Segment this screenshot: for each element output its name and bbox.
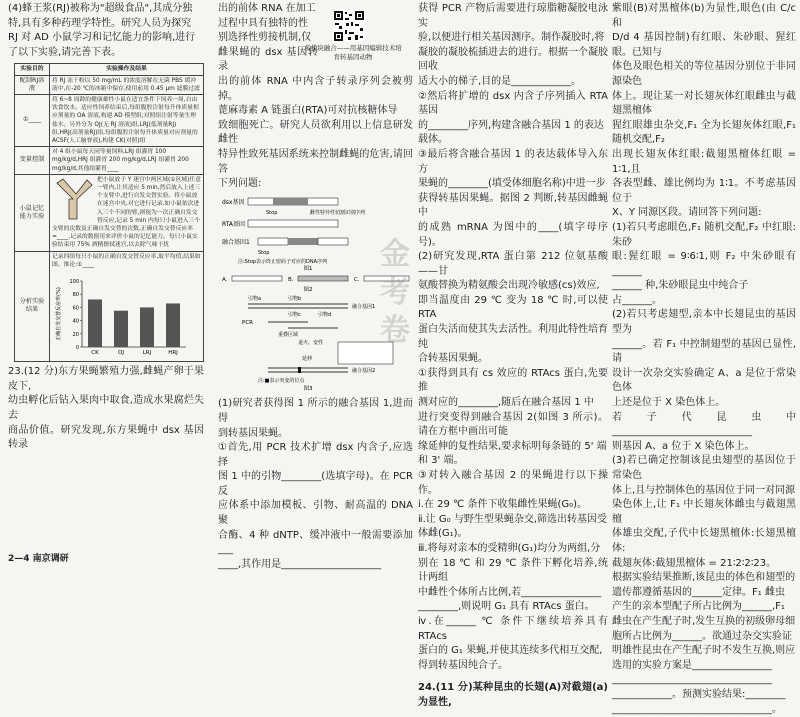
question-line: 过程中具有独特的性	[218, 17, 318, 32]
question-line: 特异性致死基因系统来控制雌蝇的危害,请回答	[218, 148, 413, 177]
question-line: (2)研究发现,RTA 蛋白第 212 位氨基酸——甘	[418, 250, 608, 279]
column-4	[612, 2, 796, 717]
question-line: ________________________________。	[612, 703, 796, 717]
question-line: 猩红眼雄虫杂交,F₁ 全为长翅灰体红眼,F₁ 随机交配,F₂	[612, 119, 796, 148]
question-line: RJ 对 AD 小鼠学习和记忆能力的影响,进行	[8, 31, 204, 46]
question-line: 幼虫孵化后钻入果肉中取食,造成水果腐烂失去	[8, 394, 204, 423]
question-line: ⅰ.在 29 ℃ 条件下收集雌性果蝇(G₀)。	[418, 498, 608, 513]
question-line: ______ 种,朱砂眼昆虫中纯合子	[612, 279, 796, 294]
question-line: ③对转入融合基因 2 的果蝇进行以下操作。	[418, 469, 608, 498]
question-line: 别选择性剪接机制,仅	[218, 31, 318, 46]
question-line: 蓖麻毒素 A 链蛋白(RTA)可对抗核糖体导	[218, 104, 413, 119]
table-row	[15, 174, 204, 251]
question-line: 眼:猩红眼 = 9∶6∶1,则 F₂ 中朱砂眼有______	[612, 250, 796, 279]
fig1-title: 图1	[304, 264, 313, 272]
page-footer: 2—4 南京调研	[8, 551, 69, 564]
qr-code-icon[interactable]	[333, 10, 365, 42]
table-row	[15, 75, 204, 94]
question-line: 截翅灰体:截翅黑檀体 = 21∶2∶2∶23。	[612, 557, 796, 572]
question-line: 体雄虫交配,子代中长翅黑檀体:长翅黑檀体:	[612, 527, 796, 556]
question-line: 致细胞死亡。研究人员欲利用以上信息研发雌性	[218, 119, 413, 148]
question-line: X、Y 同源区段。请回答下列问题:	[612, 206, 796, 221]
fusion1-label: 融合基因1	[352, 303, 375, 310]
table-row	[15, 147, 204, 175]
y-tick-label: 0	[76, 345, 79, 351]
row-text-content: 记录四组每只小鼠的正确自发交替反应率,取平均值,结果如图。推论:①____	[52, 253, 201, 269]
question-line: 到转基因果蝇。	[218, 427, 413, 442]
question-line: 果蝇的________(填受体细胞名称)中进一步	[418, 177, 608, 192]
stamp-char: 金	[380, 236, 418, 274]
fig1-stop: Stop	[266, 210, 277, 216]
fig1-fusion-label: 融合基因1	[222, 238, 250, 246]
question-line: ____________。预测实验结果:________	[612, 688, 796, 703]
question-line: 中雌性个体所占比例,若________________	[418, 586, 608, 601]
question-line: (4)蜂王浆(RJ)被称为"超级食品",其成分独	[8, 2, 204, 17]
bar	[140, 307, 154, 347]
fig1-caption: 注:Stop表示终止密码子对应的DNA序列	[238, 258, 327, 265]
column-4-text	[612, 2, 796, 717]
question-line: 别在 18 ℃ 和 29 ℃ 条件下孵化培养,统计两组	[418, 557, 608, 586]
question-line: ③最后将含融合基因 1 的表达载体导入东方	[418, 148, 608, 177]
question-line: 产生的亲本型配子所占比例为______,F₁	[612, 600, 796, 615]
question-line: 体上,且与控制体色的基因位于同一对同源	[612, 484, 796, 499]
question-line: 占______。	[612, 294, 796, 309]
column-3-text	[418, 2, 608, 673]
question-line: 即当温度由 29 ℃ 变为 18 ℃ 时,可以使 RTA	[418, 294, 608, 323]
question-line: ________,则说明 G₁ 具有 RTAcs 蛋白。	[418, 600, 608, 615]
question-line: 蛋白失活而使其失去活性。利用此特性培育纯	[418, 323, 608, 352]
x-tick-label: CK	[91, 350, 99, 356]
y-tick-label: 60	[73, 305, 79, 311]
column-2-intro	[218, 2, 413, 192]
question-line: (2)若只考虑翅型,亲本中长翅昆虫的基因型为	[612, 308, 796, 337]
extend-label: 延伸	[302, 355, 312, 362]
question-line: ⅱ.让 G₀ 与野生型果蝇杂交,筛选出转基因受	[418, 513, 608, 528]
question-line: 的成熟 mRNA 为图中的____(填字母序号)。	[418, 221, 608, 250]
y-tick-label: 80	[73, 292, 79, 298]
question-line: 体色及眼色相关的等位基因分别位于非同源染色	[612, 60, 796, 89]
question-line: 特,具有多种药理学特性。研究人员为探究	[8, 17, 204, 32]
question-line: ____,其作用是____________________	[218, 558, 413, 573]
fig2-bar-b	[298, 276, 348, 281]
row-label: 变量控制	[15, 147, 50, 175]
fusion-intron	[288, 238, 318, 245]
x-tick-label: LRJ	[143, 350, 152, 356]
question-line: 合转基因果蝇。	[418, 352, 608, 367]
question-line: 出的前体 RNA 在加工	[218, 2, 318, 17]
question-line: 进行突变得到融合基因 2(如图 3 所示)。请在方框中画出可能	[418, 411, 608, 440]
question-line: 获得转基因果蝇。据图 2 判断,转基因雌蝇中	[418, 192, 608, 221]
question-line: 上还是位于 X 染色体上。	[612, 396, 796, 411]
column-3	[418, 2, 608, 711]
fig1-dsx-label: dsx基因	[222, 198, 245, 206]
fig2-a: A.	[222, 277, 228, 283]
question-line: 应体系中添加模板、引物、耐高温的 DNA 聚	[218, 499, 413, 528]
renature-label: 退火、变性	[298, 339, 323, 346]
question-line: 了以下实验,请完善下表。	[8, 46, 204, 61]
question-line: ①首先,用 PCR 技术扩增 dsx 内含子,应选择	[218, 441, 413, 470]
stamp-char: 考	[380, 274, 418, 312]
row-text: 将 6~8 周龄的健康雄性小鼠在适宜条件下饲养一周,自由饮食饮水。适应性饲养结束后,每组腹腔注射每升体质量相应剂量的 OA 溶液,构建 AD 模型组;对照组注射等量生理盐水。另外分为 OJ(无 RJ 溶液)组,LRJ(低剂量RJ)组,HRJ(高剂量RJ)组,每组腹腔注射每升体质量对应剂量的 ACSF(人工脑脊液),构建 CK(对照)组	[50, 94, 204, 146]
row-label: ①____	[15, 94, 50, 146]
bar-chart	[52, 269, 192, 357]
table-row	[15, 251, 204, 362]
fig1-stop-2: Stop	[258, 250, 269, 256]
experiment-table	[14, 63, 204, 362]
x-tick-label: HRJ	[168, 350, 178, 356]
question-line: 图 1 中的引物________(选填字母)。在 PCR 反	[218, 470, 413, 499]
question-24-intro: 24.(11 分)某种昆虫的长翅(A)对截翅(a)为显性,	[418, 681, 608, 710]
question-line: 胞所占比例为______。欲通过杂交实验证	[612, 630, 796, 645]
question-4-text	[8, 2, 204, 60]
fig2-c: C.	[354, 277, 360, 283]
question-line: 下列问题:	[218, 177, 413, 192]
question-line: 商品价值。研究发现,东方果蝇中 dsx 基因转录	[8, 424, 204, 453]
question-line: 和 3' 端。	[418, 454, 608, 469]
dsx-intron	[273, 198, 308, 205]
question-line: ②然后将扩增的 dsx 内含子序列插入 RTA 基因	[418, 90, 608, 119]
question-line: D/d 4 基因控制)有红眼、朱砂眼、猩红眼。已知与	[612, 31, 796, 60]
question-line: 体雌(G₁)。	[418, 527, 608, 542]
question-line: 则基因 A、a 位于 X 染色体上。	[612, 440, 796, 455]
primer-d-label: 引物d	[318, 311, 331, 318]
question-line: 根据实验结果推断,该昆虫的体色和翅型的	[612, 571, 796, 586]
row-text: 将 RJ 冻干粉以 50 mg/mL 的浓度溶解在无菌 PBS 缓冲液中,在-20 ℃的冰箱中保存,使用前用 0.45 μm 滤膜过滤	[50, 75, 204, 94]
mutation-site	[298, 367, 301, 373]
pcr-label: PCR	[242, 320, 253, 326]
question-line: 若子代昆虫中____________________________	[612, 411, 796, 440]
row-label: 配制RJ溶液	[15, 75, 50, 94]
fig2-b: B.	[288, 277, 294, 283]
overlap-label: 重叠区域	[278, 331, 298, 338]
table-header-purpose: 实验目的	[15, 64, 50, 75]
question-line: (3)若已确定控制该昆虫翅型的基因位于常染色	[612, 454, 796, 483]
fig3-caption: 注:■表示突变的位点	[258, 377, 305, 384]
question-line: 紫眼(B)对黑檀体(b)为显性,眼色(由 C/c 和	[612, 2, 796, 31]
question-line: 出的前体 RNA 中内含子转录序列会被剪掉。	[218, 75, 413, 104]
question-line: 出现长翅灰体红眼:截翅黑檀体红眼 = 1∶1,且	[612, 148, 796, 177]
question-line: 得到转基因纯合子。	[418, 659, 608, 674]
row-label: 分析实验结果	[15, 251, 50, 362]
question-line: 的________序列,构建含融合基因 1 的表达	[418, 119, 608, 134]
question-line: 测对应的________,随后在融合基因 1 中	[418, 396, 608, 411]
question-line: 各表型雌、雄比例均为 1∶1。不考虑基因位于	[612, 177, 796, 206]
question-line: ________________________________	[612, 673, 796, 688]
stamp-char: 卷	[380, 312, 418, 350]
row-text: 对 4 组小鼠每天同等量饲料,LRJ 组灌胃 100 mg/kg/d,HRJ 组灌胃 200 mg/kg/d,LRJ 组灌胃 200 mg/kg/d,其他组灌胃____	[50, 147, 204, 175]
fig1-female-site: 雌性特异性切割识别序列	[310, 209, 365, 216]
question-line: ⅲ.将每对亲本的受精卵(G₁)均分为两组,分	[418, 542, 608, 557]
row-text	[50, 174, 204, 251]
row-text-content: 把小鼠放于 Y 迷宫中两区域(①区域)任意一臂内,让其适应 5 min,然后放入上述三个支臂中,进行自发交替实验。将小鼠放在迷宫中央,对它进行记录,如小鼠依次进入三个不同的臂,则视为一次正确自发交替反应,记录 5 min 内每只小鼠进入三个支臂的次数及正确自发交替的次数,正确自发交替反应率=____,记录的数据用来评价小鼠的记忆能力。每只小鼠实验结束用 75% 酒精擦拭迷宫,以去除气味干扰	[52, 177, 201, 249]
bar	[166, 303, 180, 347]
fusion2-label: 融合基因2	[352, 367, 375, 374]
question-line: 明雄性昆虫在产生配子时不发生互换,则应	[612, 644, 796, 659]
primer-a-label: 引物a	[248, 295, 261, 302]
fig3-title: 图3	[304, 384, 314, 392]
question-line: 雌果蝇的 dsx 基因转录	[218, 46, 318, 75]
watermark-stamp	[380, 236, 418, 386]
question-line: ⅳ.在______ ℃ 条件下继续培养具有 RTAcs	[418, 615, 608, 644]
row-text	[50, 251, 204, 362]
fusion-part-b	[318, 238, 348, 245]
question-line: 适大小的梯子,目的是____________。	[418, 75, 608, 90]
question-line: 合酶、4 种 dNTP、缓冲液中一般需要添加___	[218, 529, 413, 558]
question-line: 缘延伸的复性结果,要求标明每条链的 5' 端	[418, 440, 608, 455]
bar	[88, 300, 102, 348]
question-line: ①获得到具有 cs 效应的 RTAcs 蛋白,先要推	[418, 367, 608, 396]
question-line: 设计一次杂交实验确定 A、a 是位于常染色体	[612, 367, 796, 396]
y-tick-label: 40	[73, 319, 79, 325]
question-line: 雌虫在产生配子时,发生互换的初级卵母细	[612, 615, 796, 630]
question-line: 遗传都遵循基因的______定律。F₁ 雌虫	[612, 586, 796, 601]
fig1-rta-label: RTA基因	[222, 220, 245, 228]
table-header-procedure: 实验操作及结果	[50, 64, 204, 75]
primer-b-label: 引物b	[288, 295, 301, 302]
y-tick-label: 20	[73, 332, 79, 338]
bar	[114, 311, 128, 347]
question-line: 蛋白的 G₁ 果蝇,并使其连续多代相互交配,	[418, 644, 608, 659]
question-line: 染色体上,让 F₁ 中长翅灰体雌虫与截翅黑檀	[612, 498, 796, 527]
question-line: 体上。现让某一对长翅灰体红眼雌虫与截翅黑檀体	[612, 90, 796, 119]
table-row	[15, 94, 204, 146]
question-line: 验,以便进行相关基因测序。制作凝胶时,将	[418, 31, 608, 46]
question-23-text	[8, 365, 204, 453]
question-line: 氨酸替换为精氨酸会出现冷敏感(cs)效应,	[418, 279, 608, 294]
y-axis-label: 正确自发交替反应率(%)	[55, 287, 62, 341]
primer-c-label: 引物c	[288, 311, 301, 318]
y-maze-diagram	[52, 177, 94, 221]
question-line: (1)若只考虑眼色,F₁ 随机交配,F₂ 中红眼:朱砂	[612, 221, 796, 250]
table-header-row	[15, 64, 204, 75]
question-line: 选用的实验方案是________________	[612, 659, 796, 674]
rta-gene-bar	[248, 220, 338, 227]
fig2-title: 图2	[304, 285, 313, 293]
row-label: 小鼠记忆能力实验	[15, 174, 50, 251]
question-line: 载体。	[418, 133, 608, 148]
question-line: 获得 PCR 产物后需要进行琼脂糖凝胶电泳实	[418, 2, 608, 31]
question-line: 凝胶的凝胶梳插进去的进行。根据一个凝胶回收	[418, 46, 608, 75]
x-tick-label: OJ	[118, 350, 124, 356]
y-tick-label: 100	[69, 279, 79, 285]
question-23-part-1	[218, 397, 413, 572]
column-1	[8, 2, 204, 453]
question-line: 23.(12 分)东方果蝇繁殖力强,雌蝇产卵于果皮下,	[8, 365, 204, 394]
question-line: ______。若 F₁ 中控制翅型的基因已显性,请	[612, 338, 796, 367]
fusion-part-a	[258, 238, 288, 245]
question-line: (1)研究者获得图 1 所示的融合基因 1,进而得	[218, 397, 413, 426]
fig2-bar-a	[232, 276, 282, 281]
qr-caption: 多模块融合——用基因编辑技术培育转基因动物	[303, 44, 403, 62]
